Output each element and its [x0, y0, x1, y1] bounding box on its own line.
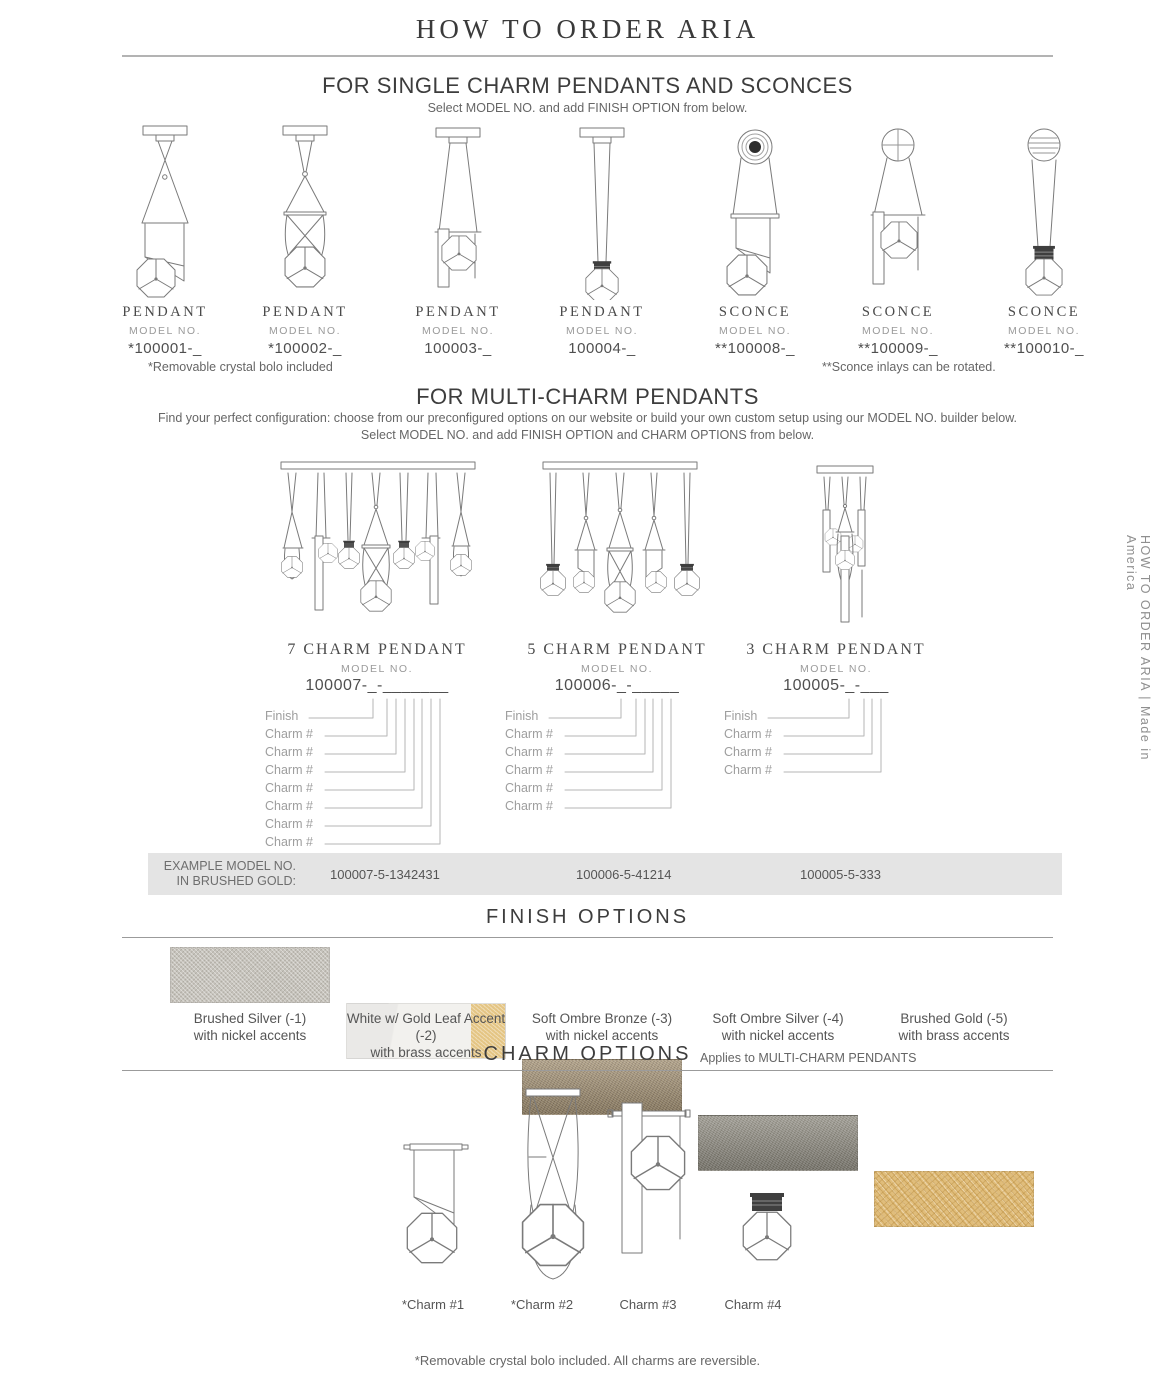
- pendant-100001-drawing: [100, 120, 230, 300]
- builder-callout: [716, 697, 956, 783]
- finish-label: Finish: [724, 709, 758, 723]
- multi-description-2: Select MODEL NO. and add FINISH OPTION and CHARM OPTIONS from below.: [360, 428, 815, 442]
- charm-label: Charm #: [724, 763, 772, 777]
- product-type: SCONCE: [1007, 304, 1081, 320]
- product-type: PENDANT: [262, 304, 348, 320]
- example-value-3charm: 100005-5-333: [800, 867, 881, 882]
- charm-3-drawing: [606, 1091, 701, 1271]
- product-type: PENDANT: [415, 304, 501, 320]
- charm-label: Charm #: [265, 817, 313, 831]
- charm-divider: [122, 1070, 1053, 1071]
- single-section-subheading: Select MODEL NO. and add FINISH OPTION from below.: [427, 101, 748, 115]
- model-no-label: MODEL NO.: [128, 325, 202, 337]
- model-no-label: MODEL NO.: [565, 325, 639, 337]
- finish-label: Finish: [265, 709, 299, 723]
- charm-4-label: Charm #4: [724, 1297, 782, 1312]
- single-footnote-right: **Sconce inlays can be rotated.: [822, 360, 996, 374]
- model-no-label: MODEL NO.: [340, 663, 414, 675]
- single-products-row: [100, 120, 1100, 358]
- charm-section-subheading: Applies to MULTI-CHARM PENDANTS: [700, 1051, 917, 1065]
- charm-label: Charm #: [724, 727, 772, 741]
- model-number: **100009-_: [857, 340, 939, 357]
- crystal-icon: [586, 269, 618, 300]
- charm-3-label: Charm #3: [619, 1297, 677, 1312]
- model-no-label: MODEL NO.: [861, 325, 935, 337]
- sconce-100010-drawing: [979, 120, 1109, 300]
- charm-1-drawing: [396, 1135, 476, 1265]
- crystal-icon: [442, 236, 476, 270]
- charm-1-label: *Charm #1: [401, 1297, 465, 1312]
- model-number: *100001-_: [128, 340, 202, 357]
- builder-3-charm: [716, 641, 956, 783]
- finish-name: Soft Ombre Bronze (-3): [531, 1011, 673, 1026]
- pendant-100003-drawing: [393, 120, 523, 300]
- finish-label-3: [514, 1010, 690, 1044]
- product-type: SCONCE: [718, 304, 792, 320]
- finish-accent: with nickel accents: [721, 1028, 835, 1043]
- crystal-icon: [1026, 259, 1062, 295]
- sconce-100008-drawing: [690, 120, 820, 300]
- charm-options-row: [0, 1085, 1175, 1325]
- finish-name: White w/ Gold Leaf Accent (-2): [346, 1011, 506, 1043]
- product-pendant-100003: [393, 120, 523, 357]
- 5-charm-pendant-drawing: [540, 450, 700, 640]
- model-no-label: MODEL NO.: [580, 663, 654, 675]
- example-label-line2: IN BRUSHED GOLD:: [176, 874, 296, 888]
- product-sconce-100010: [979, 120, 1109, 357]
- finish-section-heading: FINISH OPTIONS: [485, 906, 690, 928]
- charm-label: Charm #: [265, 799, 313, 813]
- crystal-icon: [881, 222, 917, 258]
- example-model-bar: [148, 853, 1062, 895]
- example-value-5charm: 100006-5-41214: [576, 867, 672, 882]
- product-pendant-100002: [240, 120, 370, 357]
- charm-label: Charm #: [265, 745, 313, 759]
- crystal-icon: [137, 259, 175, 297]
- product-sconce-100008: [690, 120, 820, 357]
- model-number: **100008-_: [714, 340, 796, 357]
- swatch-brushed-silver: [170, 947, 330, 1003]
- finish-label-5: [866, 1010, 1042, 1044]
- builder-title: 5 CHARM PENDANT: [527, 641, 707, 658]
- product-sconce-100009: [833, 120, 963, 357]
- multi-section-heading: FOR MULTI-CHARM PENDANTS: [416, 384, 759, 409]
- charm-label: Charm #: [505, 799, 553, 813]
- builder-5-charm: [497, 641, 737, 819]
- charm-label: Charm #: [505, 763, 553, 777]
- product-type: PENDANT: [122, 304, 208, 320]
- example-label: [158, 859, 296, 889]
- model-number: 100003-_: [424, 340, 492, 357]
- pendant-100002-drawing: [240, 120, 370, 300]
- builder-callout: [497, 697, 737, 819]
- finish-name: Brushed Silver (-1): [193, 1011, 307, 1026]
- charm-4-drawing: [732, 1190, 802, 1268]
- finish-label: Finish: [505, 709, 539, 723]
- finish-accent: with nickel accents: [193, 1028, 307, 1043]
- multi-description-1: Find your perfect configuration: choose from our preconfigured options on our website or build your own custom setup using our MODEL NO. builder below.: [157, 411, 1017, 425]
- model-number: **100010-_: [1003, 340, 1085, 357]
- finish-divider: [122, 937, 1053, 938]
- single-footnote-left: *Removable crystal bolo included: [148, 360, 333, 374]
- model-no-label: MODEL NO.: [421, 325, 495, 337]
- charm-2-drawing: [498, 1085, 608, 1290]
- product-pendant-100001: [100, 120, 230, 357]
- crystal-icon: [523, 1205, 584, 1266]
- title-divider: [122, 55, 1053, 57]
- finish-name: Brushed Gold (-5): [900, 1011, 1008, 1026]
- charm-footnote: *Removable crystal bolo included. All charms are reversible.: [414, 1353, 761, 1368]
- example-label-line1: EXAMPLE MODEL NO.: [163, 859, 296, 873]
- crystal-icon: [407, 1213, 456, 1262]
- crystal-icon: [727, 255, 767, 295]
- charm-label: Charm #: [265, 763, 313, 777]
- example-value-7charm: 100007-5-1342431: [330, 867, 440, 882]
- crystal-icon: [743, 1212, 791, 1260]
- charm-label: Charm #: [265, 835, 313, 849]
- finish-name: Soft Ombre Silver (-4): [712, 1011, 844, 1026]
- page-title: HOW TO ORDER ARIA: [415, 14, 760, 44]
- charm-2-label: *Charm #2: [510, 1297, 574, 1312]
- product-type: PENDANT: [559, 304, 645, 320]
- builder-model-number: 100007-_-_______: [305, 677, 449, 694]
- builder-7-charm: [257, 641, 497, 855]
- builder-title: 3 CHARM PENDANT: [746, 641, 926, 658]
- charm-label: Charm #: [505, 781, 553, 795]
- model-number: *100002-_: [268, 340, 342, 357]
- socket-icon: [1033, 246, 1055, 260]
- charm-section-heading: CHARM OPTIONS: [483, 1043, 692, 1065]
- pendant-100004-drawing: [537, 120, 667, 300]
- charm-label: Charm #: [724, 745, 772, 759]
- sconce-100009-drawing: [833, 120, 963, 300]
- product-pendant-100004: [537, 120, 667, 357]
- 7-charm-pendant-drawing: [278, 450, 478, 640]
- builder-title: 7 CHARM PENDANT: [287, 641, 467, 658]
- model-no-label: MODEL NO.: [718, 325, 792, 337]
- builder-model-number: 100006-_-_____: [554, 677, 680, 694]
- crystal-icon: [631, 1136, 684, 1189]
- single-section-heading: FOR SINGLE CHARM PENDANTS AND SCONCES: [322, 73, 853, 98]
- charm-label: Charm #: [265, 727, 313, 741]
- model-no-label: MODEL NO.: [799, 663, 873, 675]
- model-number: 100004-_: [568, 340, 636, 357]
- builder-callout: [257, 697, 497, 855]
- finish-label-1: [162, 1010, 338, 1044]
- side-vertical-text: HOW TO ORDER ARIA | Made in America: [1124, 535, 1152, 761]
- charm-label: Charm #: [505, 727, 553, 741]
- finish-label-4: [690, 1010, 866, 1044]
- charm-label: Charm #: [265, 781, 313, 795]
- model-no-label: MODEL NO.: [1007, 325, 1081, 337]
- finish-accent: with nickel accents: [545, 1028, 659, 1043]
- product-type: SCONCE: [861, 304, 935, 320]
- finish-accent: with brass accents: [370, 1045, 482, 1060]
- 3-charm-pendant-drawing: [805, 452, 885, 642]
- finish-accent: with brass accents: [898, 1028, 1010, 1043]
- builder-model-number: 100005-_-___: [783, 677, 889, 694]
- crystal-icon: [285, 247, 325, 287]
- model-no-label: MODEL NO.: [268, 325, 342, 337]
- charm-label: Charm #: [505, 745, 553, 759]
